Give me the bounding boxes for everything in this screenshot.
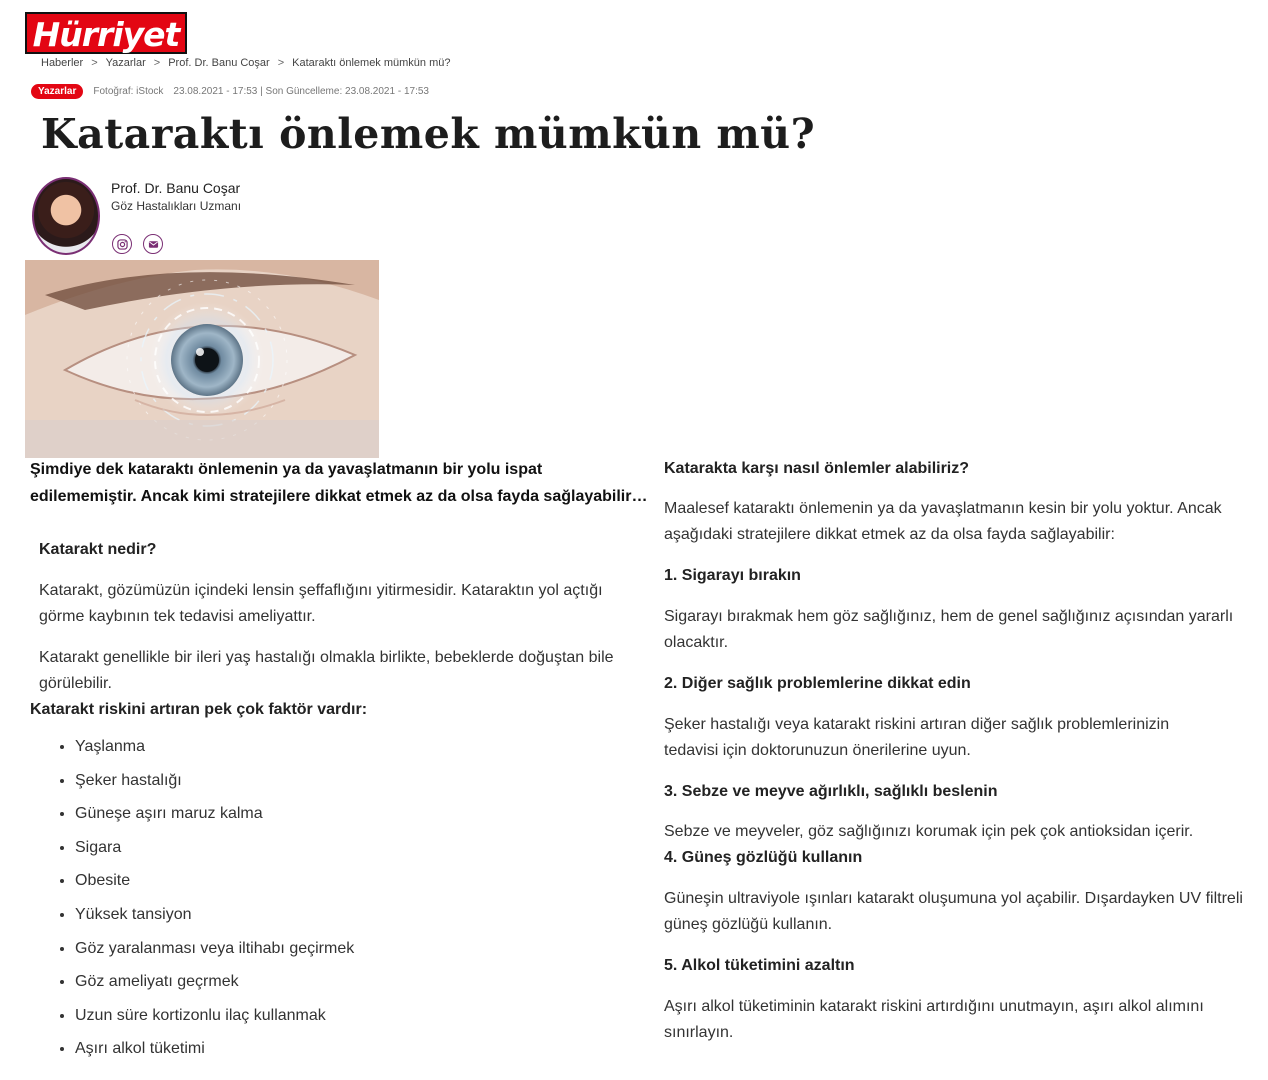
risk-factor-list <box>58 737 354 1073</box>
author-name[interactable]: Prof. Dr. Banu Coşar <box>111 180 241 196</box>
list-item: • Obesite <box>75 871 354 891</box>
breadcrumb-separator: > <box>91 57 98 69</box>
paragraph: Güneşin ultraviyole ışınları katarakt oluşumuna yol açabilir. Dışardayken UV filtreli güneş gözlüğü kullanın. <box>664 890 1243 933</box>
article-meta <box>31 84 429 99</box>
tip-2-text <box>664 712 1224 764</box>
tip-4 <box>664 845 1262 871</box>
heading-what-is-cataract: Katarakt nedir? <box>39 541 157 558</box>
section-risk-factors <box>30 697 630 723</box>
breadcrumb-separator: > <box>153 57 161 69</box>
heading-prevention: Katarakta karşı nasıl önlemler alabiliriz? <box>664 460 970 477</box>
author-avatar[interactable] <box>32 177 100 255</box>
tip-1-text <box>664 604 1262 656</box>
breadcrumb <box>41 57 451 69</box>
heading-risk-factors: Katarakt riskini artıran pek çok faktör vardır: <box>30 701 368 718</box>
list-item: • Yaşlanma <box>75 737 354 757</box>
publish-dates: 23.08.2021 - 17:53 | Son Güncelleme: 23.08.2021 - 17:53 <box>173 86 429 97</box>
eye-illustration <box>25 260 379 458</box>
list-item: • Şeker hastalığı <box>75 771 354 791</box>
hurriyet-logo[interactable]: Hürriyet <box>25 12 187 54</box>
lead-line: edilememiştir. Ancak kimi stratejilere dikkat etmek az da olsa fayda sağlayabilir… <box>30 488 648 505</box>
category-badge[interactable]: Yazarlar <box>31 84 83 99</box>
list-item: • Sigara <box>75 838 354 858</box>
tip-1 <box>664 563 1262 589</box>
list-item: • Güneşe aşırı maruz kalma <box>75 804 354 824</box>
list-item: • Uzun süre kortizonlu ilaç kullanmak <box>75 1006 354 1026</box>
lead-line: Şimdiye dek kataraktı önlemenin ya da yavaşlatmanın bir yolu ispat <box>30 461 543 478</box>
instagram-icon <box>117 239 128 250</box>
section-prevention <box>664 456 1262 482</box>
email-button[interactable] <box>143 234 163 254</box>
breadcrumb-item-author[interactable]: Prof. Dr. Banu Coşar <box>168 57 270 69</box>
breadcrumb-item-yazarlar[interactable]: Yazarlar <box>105 57 146 69</box>
list-item: • Yüksek tansiyon <box>75 905 354 925</box>
paragraph-definition <box>39 578 629 630</box>
tip-3 <box>664 779 1262 805</box>
tip-5-text <box>664 994 1239 1046</box>
breadcrumb-item-haberler[interactable]: Haberler <box>41 57 84 69</box>
tip-title: 1. Sigarayı bırakın <box>664 567 801 584</box>
list-item: • Göz ameliyatı geçrmek <box>75 972 354 992</box>
photo-credit: Fotoğraf: iStock <box>93 86 164 97</box>
tip-title: 3. Sebze ve meyve ağırlıklı, sağlıklı beslenin <box>664 783 998 800</box>
tip-4-text <box>664 886 1244 938</box>
tip-title: 2. Diğer sağlık problemlerine dikkat edin <box>664 675 971 692</box>
article-title: Kataraktı önlemek mümkün mü? <box>41 110 816 158</box>
instagram-button[interactable] <box>112 234 132 254</box>
article-lead <box>30 456 650 510</box>
tip-title: 5. Alkol tüketimini azaltın <box>664 957 855 974</box>
breadcrumb-separator: > <box>277 57 285 69</box>
tip-title: 4. Güneş gözlüğü kullanın <box>664 849 863 866</box>
tip-3-text <box>664 819 1262 845</box>
author-role: Göz Hastalıkları Uzmanı <box>111 199 242 213</box>
article-hero-image <box>25 260 379 458</box>
paragraph: Sebze ve meyveler, göz sağlığınızı korumak için pek çok antioksidan içerir. <box>664 823 1194 840</box>
paragraph: Şeker hastalığı veya katarakt riskini artıran diğer sağlık problemlerinizin tedavisi için doktorunuzun önerilerine uyun. <box>664 716 1170 759</box>
tip-5 <box>664 953 1262 979</box>
paragraph: Aşırı alkol tüketiminin katarakt riskini artırdığını unutmayın, aşırı alkol alımını sınırlayın. <box>664 998 1204 1041</box>
tip-2 <box>664 671 1262 697</box>
list-item: • Göz yaralanması veya iltihabı geçirmek <box>75 939 354 959</box>
paragraph: Sigarayı bırakmak hem göz sağlığınız, hem de genel sağlığınız açısından yararlı olacaktır. <box>664 608 1234 651</box>
paragraph: Katarakt, gözümüzün içindeki lensin şeffaflığını yitirmesidir. Kataraktın yol açtığı görme kaybının tek tedavisi ameliyattır. <box>39 582 603 625</box>
email-icon <box>148 239 159 250</box>
breadcrumb-item-current: Kataraktı önlemek mümkün mü? <box>292 57 451 69</box>
list-item: • Aşırı alkol tüketimi <box>75 1039 354 1059</box>
paragraph: Katarakt genellikle bir ileri yaş hastalığı olmakla birlikte, bebeklerde doğuştan bile görülebilir. <box>39 649 614 692</box>
paragraph-age <box>39 645 629 697</box>
paragraph: Maalesef kataraktı önlemenin ya da yavaşlatmanın kesin bir yolu yoktur. Ancak aşağıdaki stratejilere dikkat etmek az da olsa fayda sağlayabilir: <box>664 500 1222 543</box>
section-what-is <box>39 537 629 563</box>
paragraph-prevention-intro <box>664 496 1262 548</box>
